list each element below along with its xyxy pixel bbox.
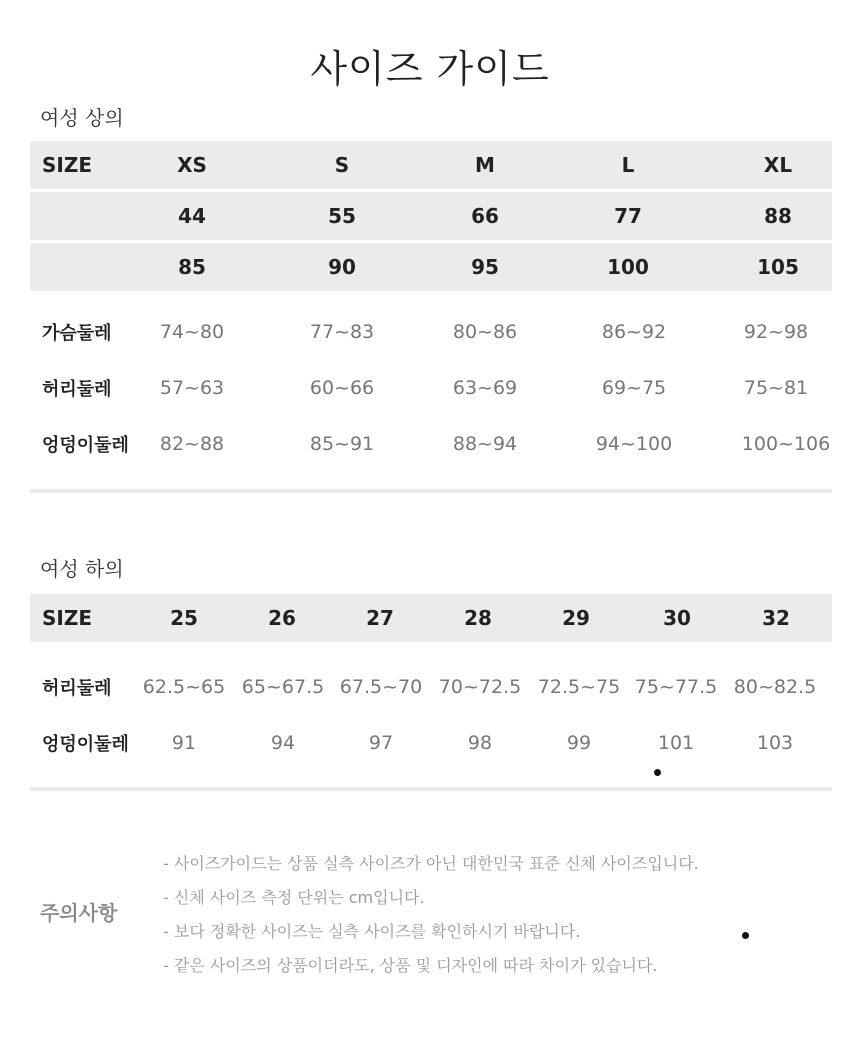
tops-value-cell: 75~81: [743, 377, 809, 399]
tops-size-l: L: [621, 153, 635, 177]
tops-measure-row-waist: [30, 364, 832, 412]
note-item: - 신체 사이즈 측정 단위는 cm입니다.: [163, 888, 425, 907]
marker-dot: [742, 932, 749, 939]
bottoms-size-cell: 27: [366, 606, 394, 630]
bottoms-size-cell: 25: [170, 606, 198, 630]
tops-kr-size-cell: 66: [471, 204, 499, 228]
bottoms-value-cell: 70~72.5: [438, 676, 522, 698]
page-title: 사이즈 가이드: [310, 47, 550, 91]
notes-label: 주의사항: [40, 901, 118, 925]
bottoms-value-cell: 72.5~75: [537, 676, 621, 698]
bottoms-size-cell: 30: [663, 606, 691, 630]
tops-value-cell: 100~106: [741, 433, 831, 455]
tops-kr-size-cell: 88: [764, 204, 792, 228]
section-divider: [30, 787, 832, 791]
notes-list: [163, 850, 699, 986]
tops-value-cell: 85~91: [309, 433, 375, 455]
tops-num-size-cell: 105: [757, 255, 799, 279]
bottoms-value-cell: 103: [756, 732, 794, 754]
bottoms-value-cell: 80~82.5: [733, 676, 817, 698]
bottoms-value-cell: 91: [171, 732, 197, 754]
tops-measure-row-hip: [30, 420, 832, 468]
tops-kr-size-row: [30, 192, 832, 240]
bottoms-size-cell: 32: [762, 606, 790, 630]
tops-num-size-row: [30, 243, 832, 291]
tops-num-size-cell: 85: [178, 255, 206, 279]
bottoms-measure-row-hip: [30, 719, 832, 767]
tops-num-size-cell: 90: [328, 255, 356, 279]
bottoms-value-cell: 75~77.5: [634, 676, 718, 698]
bottoms-value-cell: 94: [270, 732, 296, 754]
bottoms-size-cell: 26: [268, 606, 296, 630]
note-item: - 같은 사이즈의 상품이더라도, 상품 및 디자인에 따라 차이가 있습니다.: [163, 956, 658, 975]
tops-row-label: 허리둘레: [42, 379, 112, 400]
bottoms-measure-row-waist: [30, 663, 832, 711]
note-item: - 사이즈가이드는 상품 실측 사이즈가 아닌 대한민국 표준 신체 사이즈입니다.: [163, 854, 699, 873]
tops-kr-size-cell: 77: [614, 204, 642, 228]
bottoms-row-label: 엉덩이둘레: [42, 734, 129, 755]
tops-size-s: S: [334, 153, 350, 177]
bottoms-size-label: SIZE: [42, 606, 93, 630]
bottoms-size-cell: 29: [562, 606, 590, 630]
tops-value-cell: 86~92: [601, 321, 667, 343]
tops-size-m: M: [475, 153, 495, 177]
tops-value-cell: 63~69: [452, 377, 518, 399]
bottoms-size-header-row: [30, 594, 832, 642]
bottoms-value-cell: 99: [566, 732, 592, 754]
bottoms-section-label: 여성 하의: [40, 557, 124, 581]
tops-measure-row-chest: [30, 308, 832, 356]
tops-size-label: SIZE: [42, 153, 93, 177]
bottoms-value-cell: 98: [467, 732, 493, 754]
bottoms-value-cell: 65~67.5: [241, 676, 325, 698]
tops-kr-size-cell: 55: [328, 204, 356, 228]
tops-size-header-row: [30, 141, 832, 189]
bottoms-value-cell: 62.5~65: [142, 676, 226, 698]
tops-value-cell: 82~88: [159, 433, 225, 455]
tops-section-label: 여성 상의: [40, 106, 124, 130]
tops-kr-size-cell: 44: [178, 204, 206, 228]
tops-num-size-cell: 95: [471, 255, 499, 279]
tops-value-cell: 60~66: [309, 377, 375, 399]
bottoms-row-label: 허리둘레: [42, 678, 112, 699]
tops-row-label: 가슴둘레: [42, 323, 112, 344]
tops-size-xs: XS: [177, 153, 207, 177]
tops-value-cell: 57~63: [159, 377, 225, 399]
tops-value-cell: 92~98: [743, 321, 809, 343]
tops-value-cell: 77~83: [309, 321, 375, 343]
tops-size-xl: XL: [763, 153, 793, 177]
bottoms-value-cell: 101: [657, 732, 695, 754]
bottoms-size-cell: 28: [464, 606, 492, 630]
tops-value-cell: 88~94: [452, 433, 518, 455]
note-item: - 보다 정확한 사이즈는 실측 사이즈를 확인하시기 바랍니다.: [163, 922, 581, 941]
section-divider: [30, 489, 832, 493]
tops-value-cell: 80~86: [452, 321, 518, 343]
tops-row-label: 엉덩이둘레: [42, 435, 129, 456]
bottoms-value-cell: 97: [368, 732, 394, 754]
bottoms-value-cell: 67.5~70: [339, 676, 423, 698]
marker-dot: [654, 769, 661, 776]
tops-value-cell: 74~80: [159, 321, 225, 343]
tops-value-cell: 69~75: [601, 377, 667, 399]
tops-num-size-cell: 100: [607, 255, 649, 279]
tops-value-cell: 94~100: [595, 433, 673, 455]
